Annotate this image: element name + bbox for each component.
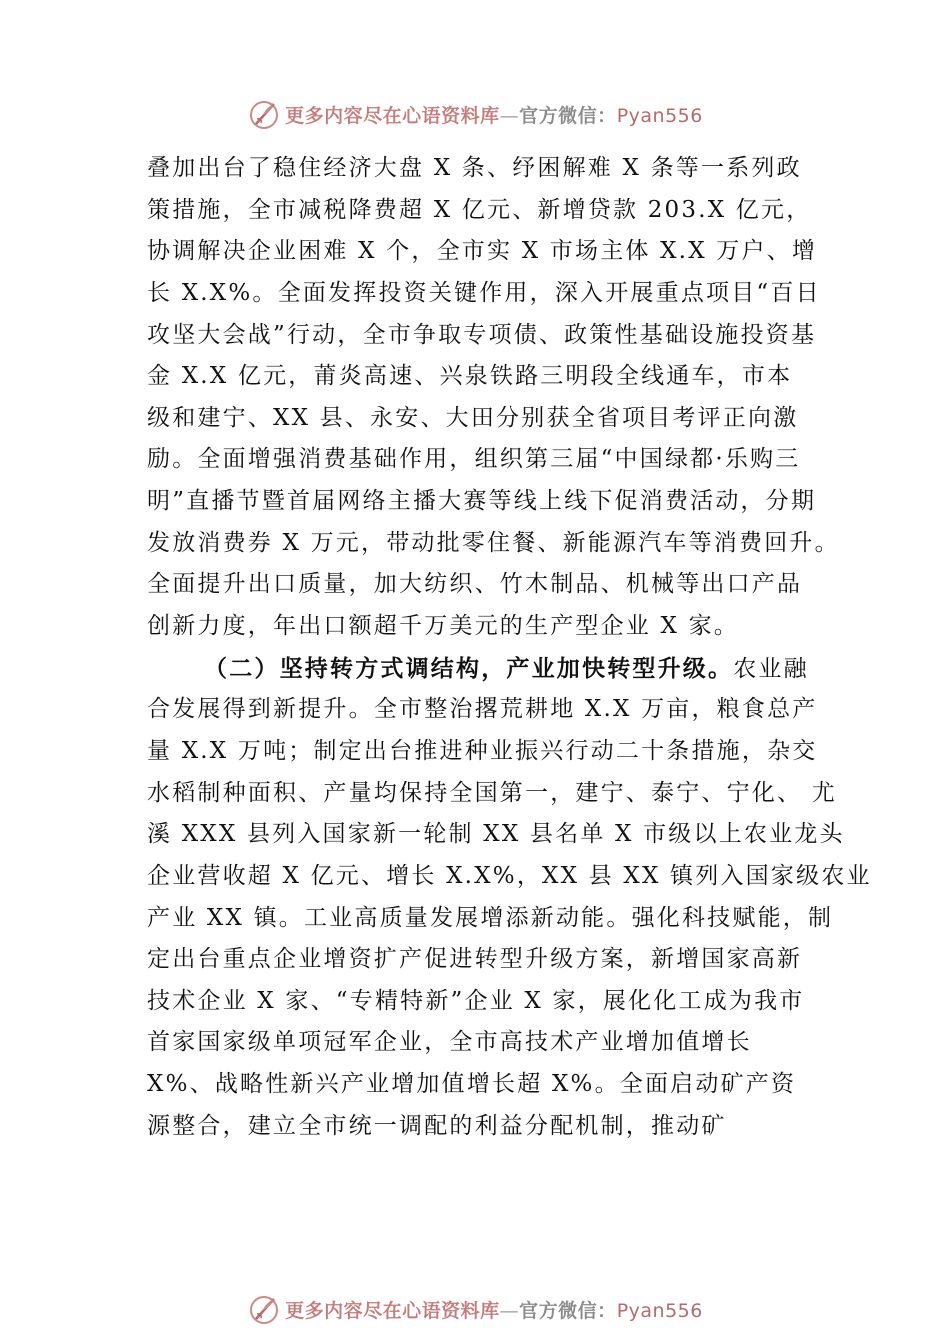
watermark-text xyxy=(285,1296,703,1323)
watermark-dash: — xyxy=(499,104,520,127)
watermark-main-text: 更多内容尽在心语资料库 xyxy=(285,104,500,127)
watermark-official-label: 官方微信： xyxy=(519,104,617,127)
text-line: 创新力度，年出口额超千万美元的生产型企业 X 家。 xyxy=(147,613,739,640)
text-line: 攻坚大会战”行动，全市争取专项债、政策性基础设施投资基 xyxy=(147,321,817,348)
text-line: 长 X.X%。全面发挥投资关键作用，深入开展重点项目“百日 xyxy=(147,279,821,306)
footer-watermark-banner xyxy=(0,1289,950,1329)
text-line: 首家国家级单项冠军企业，全市高技术产业增加值增长 xyxy=(147,1029,752,1056)
text-line: 金 X.X 亿元，莆炎高速、兴泉铁路三明段全线通车，市本 xyxy=(147,363,793,390)
text-line: 技术企业 X 家、“专精特新”企业 X 家，展化化工成为我市 xyxy=(147,987,805,1014)
quill-logo-icon xyxy=(247,1292,281,1326)
text-line: 策措施，全市减税降费超 X 亿元、新增贷款 203.X 亿元， xyxy=(147,196,812,223)
watermark-main-text: 更多内容尽在心语资料库 xyxy=(285,1299,500,1322)
text-line: 水稻制种面积、产量均保持全国第一，建宁、泰宁、宁化、 尤 xyxy=(147,779,837,806)
text-line: 叠加出台了稳住经济大盘 X 条、纾困解难 X 条等一系列政 xyxy=(147,155,802,181)
section-heading-tail: 农业融 xyxy=(733,655,809,682)
text-line: 协调解决企业困难 X 个，全市实 X 市场主体 X.X 万户、增 xyxy=(147,238,818,265)
text-line: 企业营收超 X 亿元、增长 X.X%，XX 县 XX 镇列入国家级农业 xyxy=(147,862,872,889)
watermark-dash: — xyxy=(499,1299,520,1322)
document-body xyxy=(147,148,872,1147)
text-line: 合发展得到新提升。全市整治撂荒耕地 X.X 万亩，粮食总产 xyxy=(147,696,818,723)
text-line: 源整合，建立全市统一调配的利益分配机制，推动矿 xyxy=(147,1112,727,1139)
quill-logo-icon xyxy=(247,97,281,131)
watermark-official-label: 官方微信： xyxy=(519,1299,617,1322)
header-watermark-banner xyxy=(0,94,950,134)
section-heading: （二）坚持转方式调结构，产业加快转型升级。 xyxy=(204,654,734,682)
text-line: 级和建宁、XX 县、永安、大田分别获全省项目考评正向激 xyxy=(147,404,799,431)
text-line: X%、战略性新兴产业增加值增长超 X%。全面启动矿产资 xyxy=(147,1071,797,1098)
watermark-wechat-id: Pyan556 xyxy=(616,1299,703,1322)
text-line: 溪 XXX 县列入国家新一轮制 XX 县名单 X 市级以上农业龙头 xyxy=(147,821,845,848)
text-line: 发放消费券 X 万元，带动批零住餐、新能源汽车等消费回升。 xyxy=(147,529,840,556)
text-line: 励。全面增强消费基础作用，组织第三届“中国绿都·乐购三 xyxy=(147,446,801,473)
text-line: 全面提升出口质量，加大纺织、竹木制品、机械等出口产品 xyxy=(147,571,803,598)
section-heading-line xyxy=(147,648,827,690)
text-line: 定出台重点企业增资扩产促进转型升级方案，新增国家高新 xyxy=(147,946,803,973)
text-line: 明”直播节暨首届网络主播大赛等线上线下促消费活动，分期 xyxy=(147,488,817,515)
watermark-text xyxy=(285,101,703,128)
watermark-wechat-id: Pyan556 xyxy=(616,104,703,127)
text-line: 量 X.X 万吨；制定出台推进种业振兴行动二十条措施，杂交 xyxy=(147,737,818,764)
text-line: 产业 XX 镇。工业高质量发展增添新动能。强化科技赋能，制 xyxy=(147,904,834,931)
